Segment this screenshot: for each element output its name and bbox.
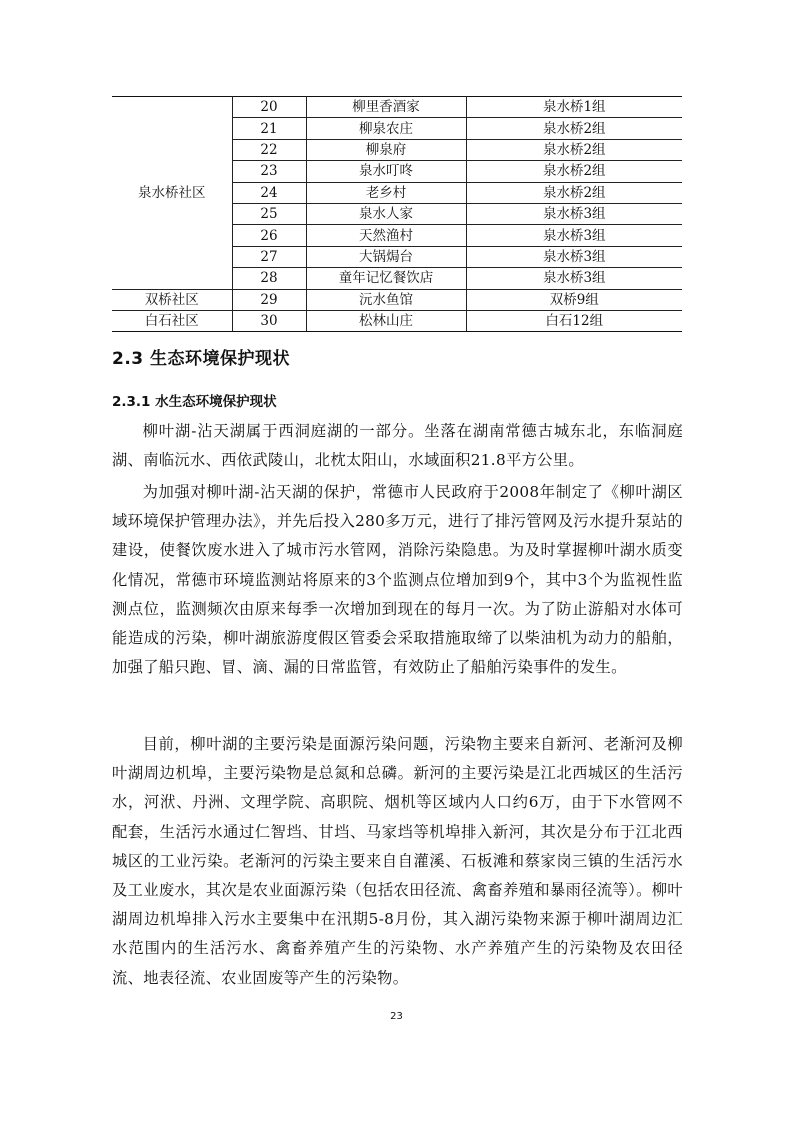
table-cell-number: 26: [232, 225, 306, 246]
table-cell-name: 老乡村: [306, 182, 466, 203]
table-cell-location: 泉水桥1组: [466, 97, 682, 118]
table-cell-location: 泉水桥3组: [466, 268, 682, 289]
table-cell-location: 泉水桥3组: [466, 225, 682, 246]
subsection-heading: 2.3.1 水生态环境保护现状: [112, 394, 277, 410]
table-row: [112, 97, 682, 118]
table-cell-name: 童年记忆餐饮店: [306, 268, 466, 289]
table-cell-number: 22: [232, 139, 306, 160]
table-cell-location: 泉水桥2组: [466, 161, 682, 182]
table-cell-number: 29: [232, 289, 306, 310]
table-cell-name: 泉水叮咚: [306, 161, 466, 182]
restaurant-table: [112, 96, 682, 332]
table-cell-name: 柳泉农庄: [306, 118, 466, 139]
table-cell-number: 25: [232, 203, 306, 224]
table-cell-number: 24: [232, 182, 306, 203]
table-cell-community: 泉水桥社区: [112, 97, 232, 290]
table-cell-location: 泉水桥2组: [466, 139, 682, 160]
table-cell-name: 天然渔村: [306, 225, 466, 246]
table-row: [112, 310, 682, 331]
table-row: [112, 289, 682, 310]
table-cell-number: 21: [232, 118, 306, 139]
table-cell-number: 28: [232, 268, 306, 289]
table-cell-location: 泉水桥2组: [466, 118, 682, 139]
table-cell-number: 20: [232, 97, 306, 118]
table-cell-number: 30: [232, 310, 306, 331]
table-cell-location: 白石12组: [466, 310, 682, 331]
table-cell-community: 双桥社区: [112, 289, 232, 310]
table-cell-location: 双桥9组: [466, 289, 682, 310]
paragraph: 目前，柳叶湖的主要污染是面源污染问题，污染物主要来自新河、老渐河及柳叶湖周边机埠，主要污染物是总氮和总磷。新河的主要污染是江北西城区的生活污水，河洑、丹洲、文理学院、高职院、烟机等区域内人口约6万，由于下水管网不配套，生活污水通过仁智垱、甘垱、马家垱等机埠排入新河，其次是分布于江北西城区的工业污染。老渐河的污染主要来自自灌溪、石板滩和蔡家岗三镇的生活污水及工业废水，其次是农业面源污染（包括农田径流、禽畜养殖和暴雨径流等）。柳叶湖周边机埠排入污水主要集中在汛期5-8月份，其入湖污染物来源于柳叶湖周边汇水范围内的生活污水、禽畜养殖产生的污染物、水产养殖产生的污染物及农田径流、地表径流、农业固废等产生的污染物。: [112, 735, 683, 987]
table-cell-name: 沅水鱼馆: [306, 289, 466, 310]
table-cell-location: 泉水桥3组: [466, 203, 682, 224]
table-cell-name: 柳泉府: [306, 139, 466, 160]
paragraph: 柳叶湖-沾天湖属于西洞庭湖的一部分。坐落在湖南常德古城东北，东临洞庭湖、南临沅水、西依武陵山，北枕太阳山，水域面积21.8平方公里。: [112, 422, 683, 470]
table-cell-number: 27: [232, 246, 306, 267]
table-cell-community: 白石社区: [112, 310, 232, 331]
table-cell-location: 泉水桥3组: [466, 246, 682, 267]
paragraph: 为加强对柳叶湖-沾天湖的保护，常德市人民政府于2008年制定了《柳叶湖区域环境保护管理办法》，并先后投入280多万元，进行了排污管网及污水提升泵站的建设，使餐饮废水进入了城市污水管网，消除污染隐患。为及时掌握柳叶湖水质变化情况，常德市环境监测站将原来的3个监测点位增加到9个，其中3个为监视性监测点位，监测频次由原来每季一次增加到现在的每月一次。为了防止游船对水体可能造成的污染，柳叶湖旅游度假区管委会采取措施取缔了以柴油机为动力的船舶，加强了船只跑、冒、滴、漏的日常监管，有效防止了船舶污染事件的发生。: [112, 483, 683, 677]
table-cell-name: 大锅焗台: [306, 246, 466, 267]
table-cell-location: 泉水桥2组: [466, 182, 682, 203]
table-cell-number: 23: [232, 161, 306, 182]
section-heading: 2.3 生态环境保护现状: [112, 349, 291, 369]
table-cell-name: 柳里香酒家: [306, 97, 466, 118]
page-number: 23: [390, 1011, 403, 1022]
table-cell-name: 松林山庄: [306, 310, 466, 331]
table-cell-name: 泉水人家: [306, 203, 466, 224]
